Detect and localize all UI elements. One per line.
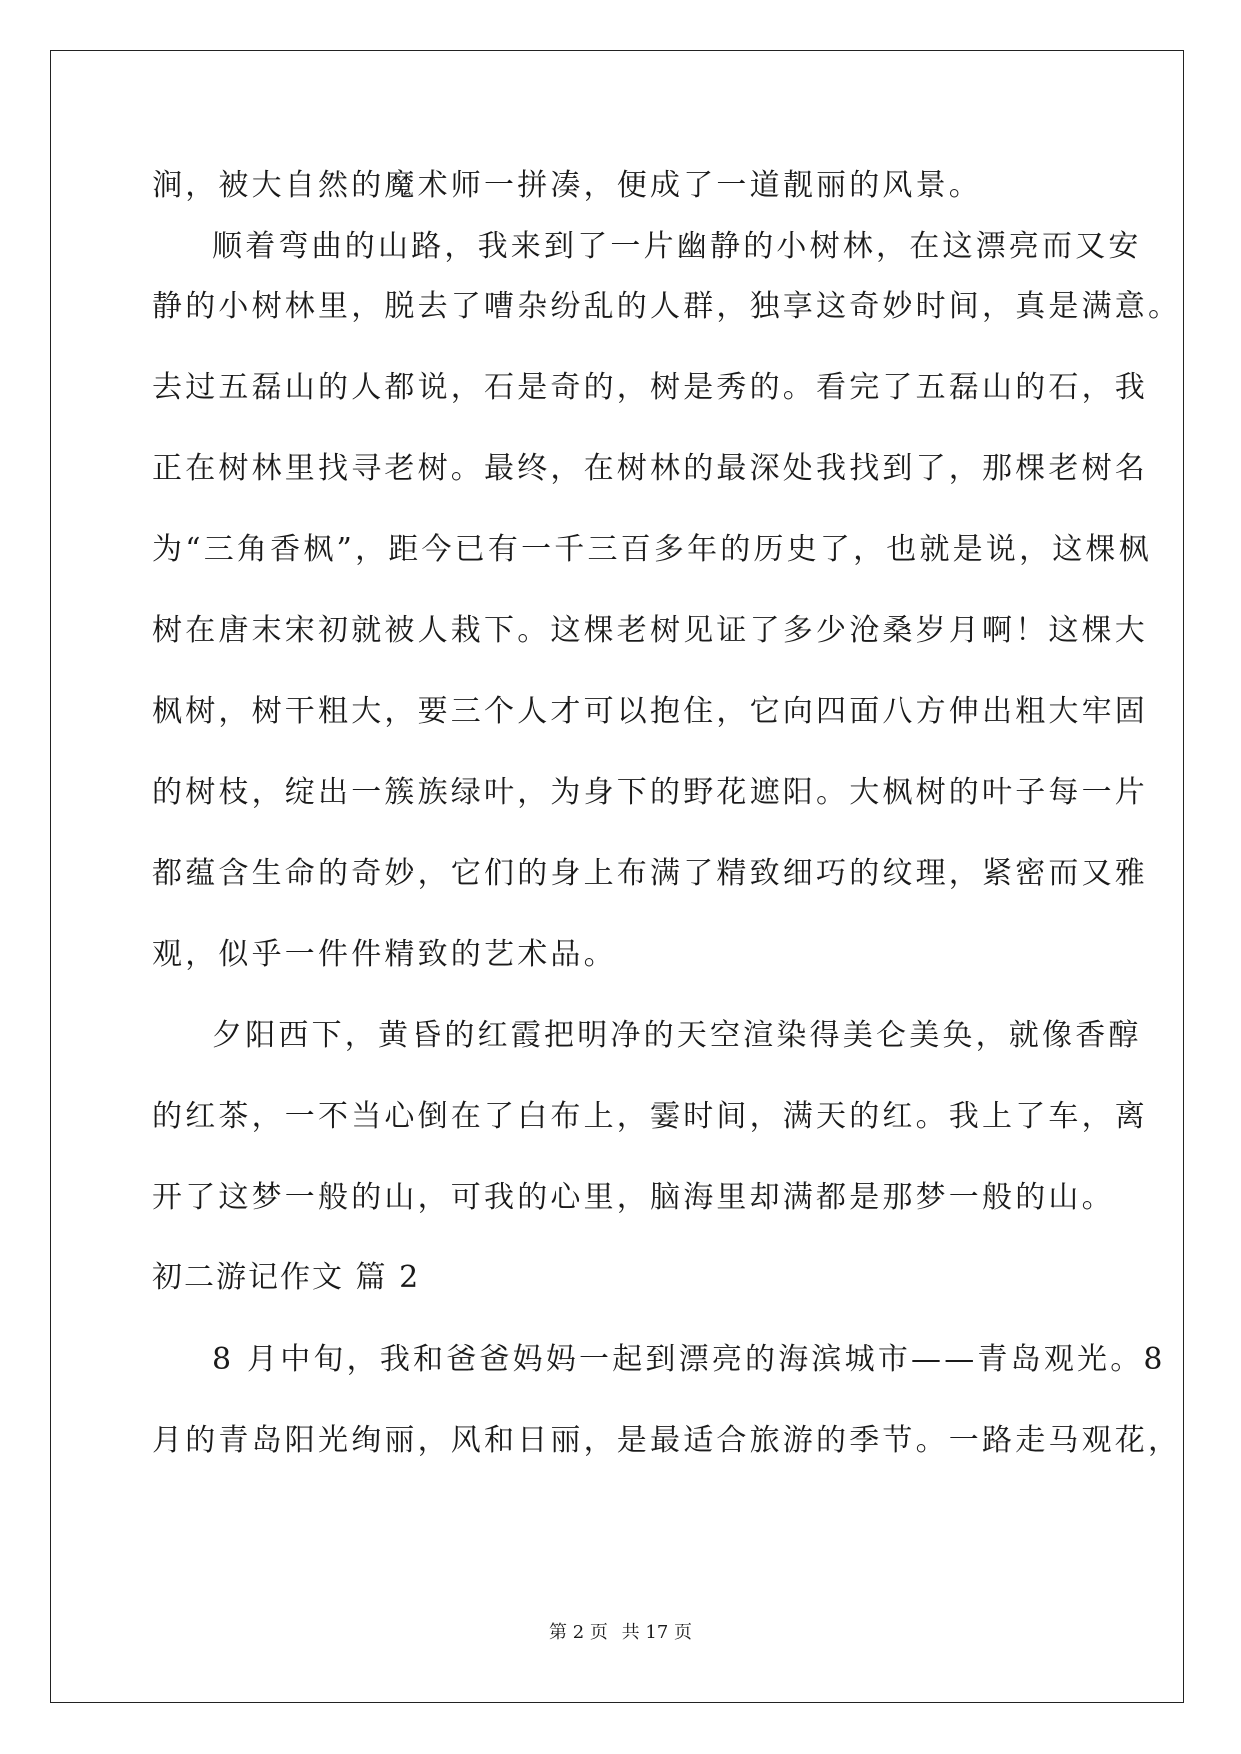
text-line: 开了这梦一般的山，可我的心里，脑海里却满都是那梦一般的山。 — [152, 1180, 1115, 1215]
page-number: 第 2 页 — [549, 1622, 608, 1643]
text-line: 观，似乎一件件精致的艺术品。 — [152, 937, 617, 972]
text-line: 涧，被大自然的魔术师一拼凑，便成了一道靓丽的风景。 — [152, 168, 982, 203]
text-line: 静的小树林里，脱去了嘈杂纷乱的人群，独享这奇妙时间，真是满意。 — [152, 289, 1182, 324]
text-line: 枫树，树干粗大，要三个人才可以抱住，它向四面八方伸出粗大牢固 — [152, 694, 1148, 729]
text-line: 去过五磊山的人都说，石是奇的，树是秀的。看完了五磊山的石，我 — [152, 370, 1148, 405]
text-line: 8 月中旬，我和爸爸妈妈一起到漂亮的海滨城市——青岛观光。8 — [212, 1342, 1166, 1377]
text-line: 夕阳西下，黄昏的红霞把明净的天空渲染得美仑美奂，就像香醇 — [212, 1018, 1142, 1053]
text-line: 为“三角香枫”，距今已有一千三百多年的历史了，也就是说，这棵枫 — [152, 532, 1152, 567]
page-total: 共 17 页 — [621, 1622, 692, 1643]
page-footer — [0, 1618, 1241, 1644]
text-line: 的树枝，绽出一簇族绿叶，为身下的野花遮阳。大枫树的叶子每一片 — [152, 775, 1148, 810]
text-line: 月的青岛阳光绚丽，风和日丽，是最适合旅游的季节。一路走马观花， — [152, 1423, 1182, 1458]
text-line: 都蕴含生命的奇妙，它们的身上布满了精致细巧的纹理，紧密而又雅 — [152, 856, 1148, 891]
text-line: 顺着弯曲的山路，我来到了一片幽静的小树林，在这漂亮而又安 — [212, 229, 1142, 264]
section-heading: 初二游记作文 篇 2 — [152, 1260, 421, 1295]
text-line: 树在唐末宋初就被人栽下。这棵老树见证了多少沧桑岁月啊！这棵大 — [152, 613, 1148, 648]
text-line: 的红茶，一不当心倒在了白布上，霎时间，满天的红。我上了车，离 — [152, 1099, 1148, 1134]
text-line: 正在树林里找寻老树。最终，在树林的最深处我找到了，那棵老树名 — [152, 451, 1148, 486]
